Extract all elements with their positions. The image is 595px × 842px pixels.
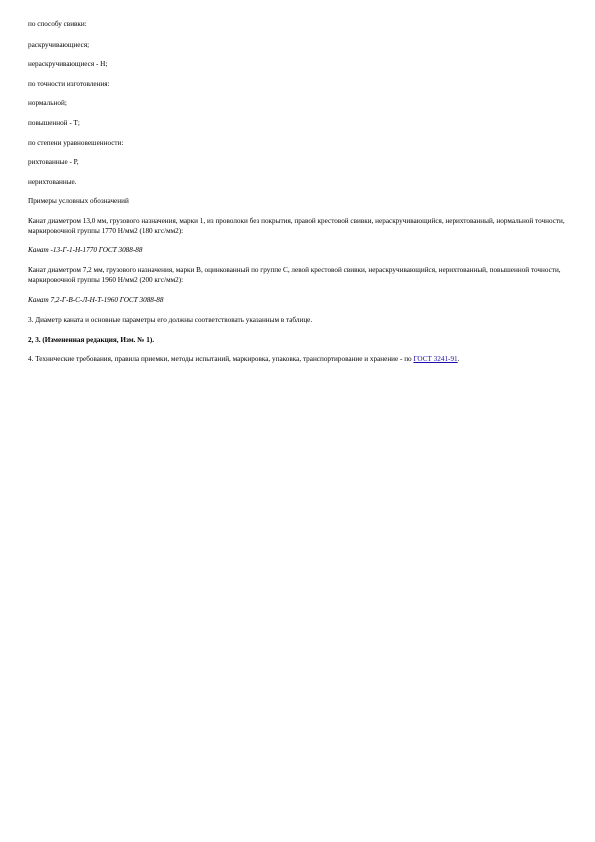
gost-link[interactable]: ГОСТ 3241-91 [413, 355, 458, 363]
amendment-note: 2, 3. (Измененная редакция, Изм. № 1). [28, 336, 155, 344]
example-designation-2: Канат 7,2-Г-В-С-Л-Н-Т-1960 ГОСТ 3088-88 [28, 296, 164, 304]
text-line: рихтованные - Р, [28, 158, 79, 166]
text-line: по способу свивки: [28, 20, 87, 28]
example-description-2: Канат диаметром 7,2 мм, грузового назначения, марки В, оцинкованный по группе С, левой крестовой свивки, нераскручивающийся, нерихтованный, повышенной точности, маркировочной группы 1960 Н/мм2 (200 кгс/мм2): [28, 266, 561, 284]
text-line: нерихтованные. [28, 178, 77, 186]
clause-4-suffix: . [457, 355, 460, 363]
clause-3: 3. Диаметр каната и основные параметры его должны соответствовать указанным в таблице. [28, 316, 313, 324]
text-line: по точности изготовления: [28, 80, 110, 88]
example-designation-1: Канат -13-Г-1-Н-1770 ГОСТ 3088-88 [28, 246, 143, 254]
text-line: нормальной; [28, 99, 67, 107]
clause-4 [28, 355, 568, 365]
examples-heading: Примеры условных обозначений [28, 197, 129, 205]
text-line: повышенной - Т; [28, 119, 80, 127]
example-description-1: Канат диаметром 13,0 мм, грузового назначения, марки 1, из проволоки без покрытия, правой крестовой свивки, нераскручивающийся, нерихтованный, нормальной точности, маркировочной группы 1770 Н/мм2 (180 кгс/мм2): [28, 217, 565, 235]
text-line: нераскручивающиеся - Н; [28, 60, 108, 68]
text-line: по степени уравновешенности: [28, 139, 124, 147]
clause-4-text: 4. Технические требования, правила приемки, методы испытаний, маркировка, упаковка, транспортирование и хранение - по [28, 355, 412, 363]
text-line: раскручивающиеся; [28, 41, 90, 49]
